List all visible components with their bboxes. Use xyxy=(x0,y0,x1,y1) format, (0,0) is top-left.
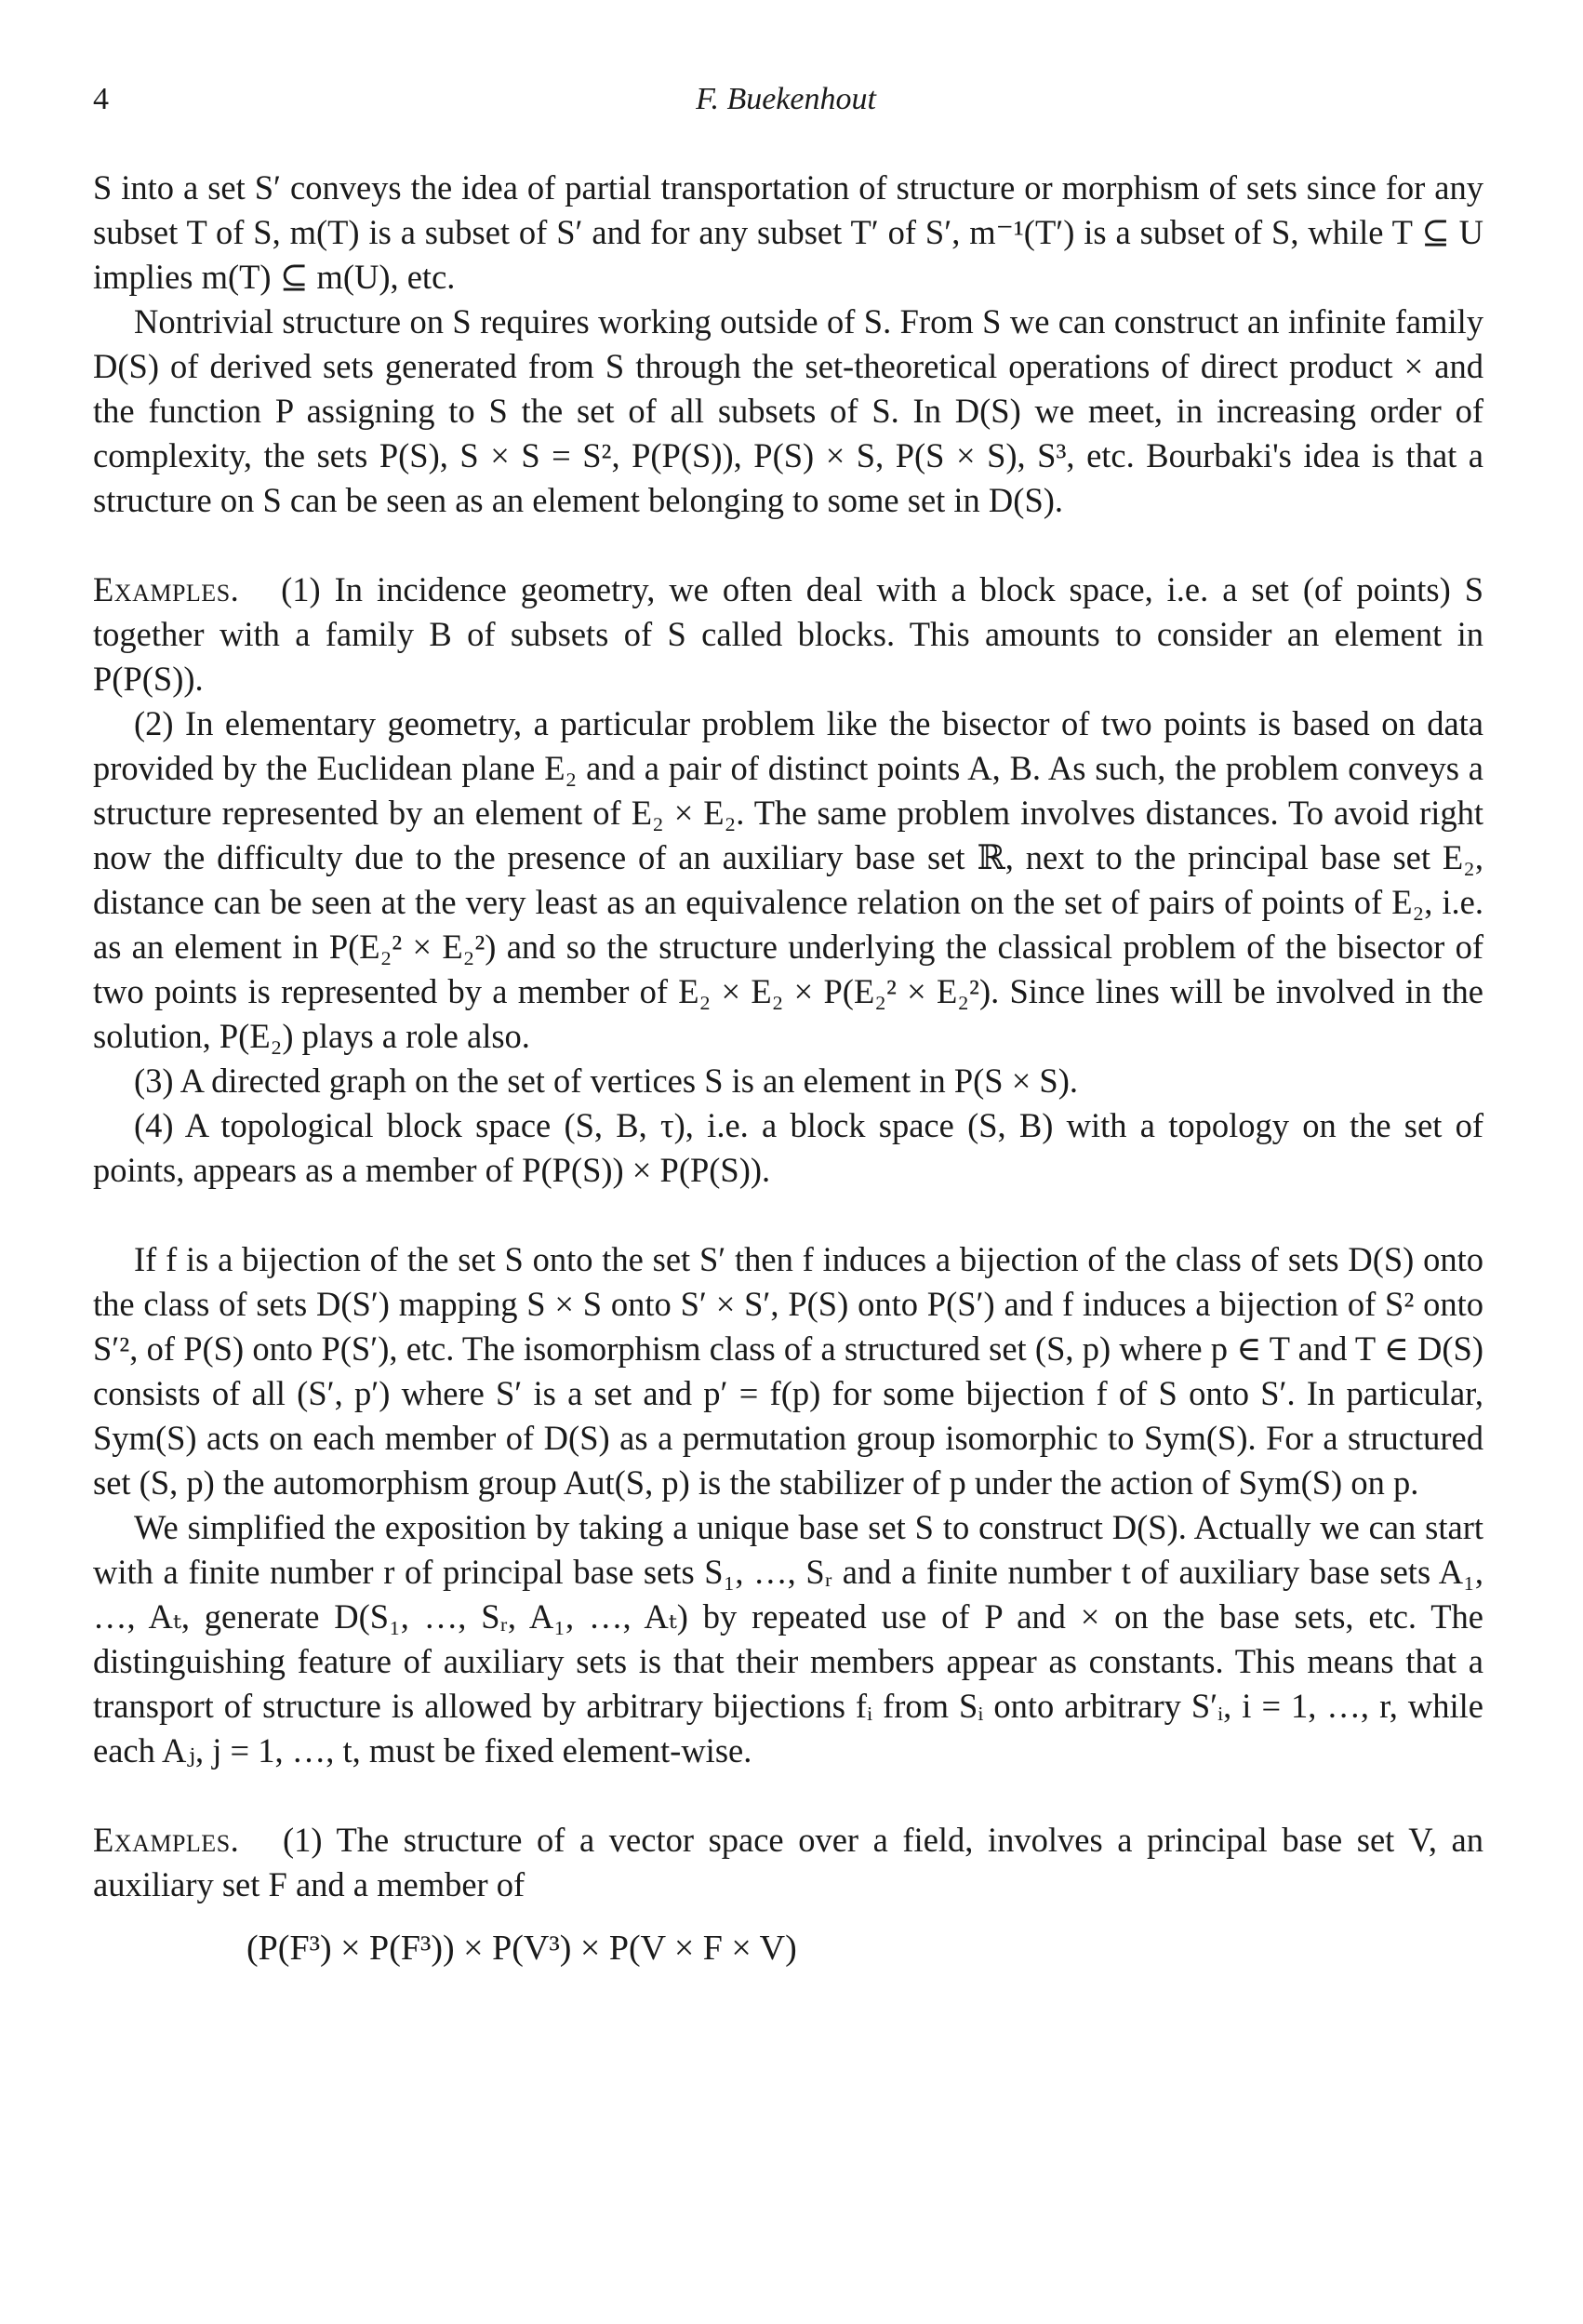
paragraph-base-sets: We simplified the exposition by taking a unique base set S to construct D(S). Actually we can start with a finite number r of principal base sets S₁, …, Sᵣ and a finite number t of auxiliary base sets A₁, …, Aₜ, generate D(S₁, …, Sᵣ, A₁, …, Aₜ) by repeated use of P and × on the base sets, etc. The distinguishing feature of auxiliary sets is that their members appear as constants. This means that a transport of structure is allowed by arbitrary bijections fᵢ from Sᵢ onto arbitrary S′ᵢ, i = 1, …, r, while each Aⱼ, j = 1, …, t, must be fixed element-wise. xyxy=(93,1508,1483,1770)
paragraph-morphism: S into a set S′ conveys the idea of partial transportation of structure or morphism of sets since for any subset T of S, m(T) is a subset of S′ and for any subset T′ of S′, m⁻¹(T′) is a subset of S, while T ⊆ U implies m(T) ⊆ m(U), etc. xyxy=(93,168,1483,296)
paragraph-example-2: (2) In elementary geometry, a particular problem like the bisector of two points is based on data provided by the Euclidean plane E₂ and a pair of distinct points A, B. As such, the problem conveys a structure represented by an element of E₂ × E₂. The same problem involves distances. To avoid right now the difficulty due to the presence of an auxiliary base set ℝ, next to the principal base set E₂, distance can be seen at the very least as an equivalence relation on the set of pairs of points of E₂, i.e. as an element in P(E₂² × E₂²) and so the structure underlying the classical problem of the bisector of two points is represented by a member of E₂ × E₂ × P(E₂² × E₂²). Since lines will be involved in the solution, P(E₂) plays a role also. xyxy=(93,704,1483,1055)
paragraph-example-4: (4) A topological block space (S, B, τ), i.e. a block space (S, B) with a topology on the set of points, appears as a member of P(P(S)) × P(P(S)). xyxy=(93,1106,1483,1189)
paragraph-example-3: (3) A directed graph on the set of vertices S is an element in P(S × S). xyxy=(134,1062,1078,1100)
paragraph-isomorphism: If f is a bijection of the set S onto the set S′ then f induces a bijection of the class of sets D(S) onto the class of sets D(S′) mapping S × S onto S′ × S′, P(S) onto P(S′) and f induces a bijection of S² onto S′², of P(S) onto P(S′), etc. The isomorphism class of a structured set (S, p) where p ∈ T and T ∈ D(S) consists of all (S′, p′) where S′ is a set and p′ = f(p) for some bijection f of S onto S′. In particular, Sym(S) acts on each member of D(S) as a permutation group isomorphic to Sym(S). For a structured set (S, p) the automorphism group Aut(S, p) is the stabilizer of p under the action of Sym(S) on p. xyxy=(93,1240,1483,1502)
body-text xyxy=(93,166,1483,1970)
paragraph-examples-1 xyxy=(93,568,1483,701)
examples-label: Examples. xyxy=(93,570,240,608)
page-header xyxy=(93,82,1479,128)
page-number: 4 xyxy=(93,82,109,116)
examples-label-2: Examples. xyxy=(93,1821,240,1859)
display-formula: (P(F³) × P(F³)) × P(V³) × P(V × F × V) xyxy=(246,1929,797,1968)
paragraph-examples-vector-space xyxy=(93,1818,1483,1907)
examples-1-text: (1) In incidence geometry, we often deal with a block space, i.e. a set (of points) S together with a family B of subsets of S called blocks. This amounts to consider an element in P(P(S)). xyxy=(93,570,1483,698)
running-head: F. Buekenhout xyxy=(696,82,876,116)
examples-vector-space-text: (1) The structure of a vector space over a field, involves a principal base set V, an auxiliary set F and a member of xyxy=(93,1821,1483,1903)
paragraph-derived-sets: Nontrivial structure on S requires working outside of S. From S we can construct an infinite family D(S) of derived sets generated from S through the set-theoretical operations of direct product × and the function P assigning to S the set of all subsets of S. In D(S) we meet, in increasing order of complexity, the sets P(S), S × S = S², P(P(S)), P(S) × S, P(S × S), S³, etc. Bourbaki's idea is that a structure on S can be seen as an element belonging to some set in D(S). xyxy=(93,302,1483,519)
